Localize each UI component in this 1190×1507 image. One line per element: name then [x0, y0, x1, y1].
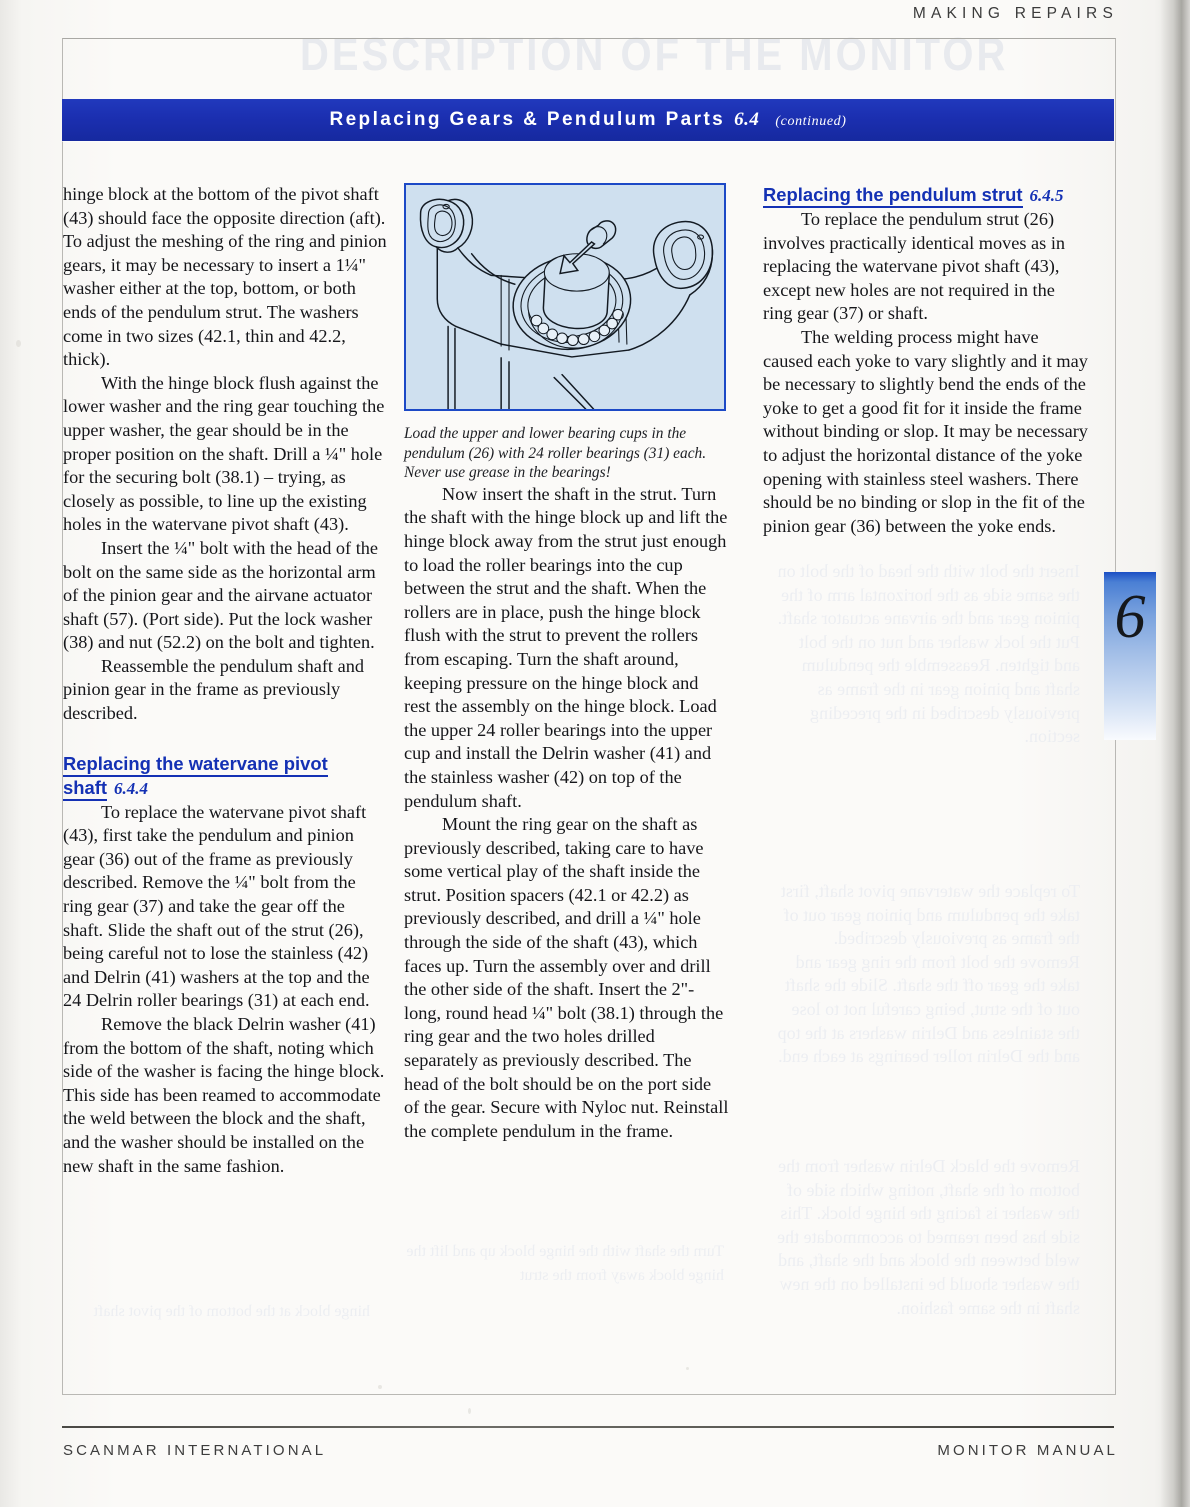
subsection-heading-number: 6.4.4: [113, 778, 148, 798]
pendulum-yoke-bearing-illustration: [404, 183, 726, 411]
subsection-heading-watervane-pivot-shaft: [63, 752, 388, 801]
paragraph: Mount the ring gear on the shaft as previously described, taking care to have some vertical play of the shaft inside the strut. Position spacers (42.1 or 42.2) as previously described, and drill a ¼" hole through the side of the shaft (43), which faces up. Turn the assembly over and drill the other side of the shaft. Insert the 2"-long, round head ¼" bolt (38.1) through the ring gear and the two holes drilled separately as previously described. The head of the bolt should be on the port side of the gear. Secure with Nyloc nut. Reinstall the complete pendulum in the frame.: [404, 814, 729, 1141]
section-banner: [62, 99, 1114, 141]
paragraph: Insert the ¼" bolt with the head of the bolt on the same side as the horizontal arm of the pinion gear and the airvane actuator shaft (57). (Port side). Put the lock washer (38) and nut (52.2) on the bolt and tighten.: [63, 537, 379, 653]
scan-speck: [468, 1408, 471, 1414]
section-banner-continued: (continued): [775, 114, 847, 129]
paragraph: To replace the pendulum strut (26) involves practically identical moves as in replacing the watervane pivot shaft (43), except new holes are not required in the ring gear (37) or shaft.: [763, 209, 1066, 324]
section-banner-text: [62, 109, 1114, 131]
scan-speck: [16, 340, 21, 347]
section-banner-title: Replacing Gears & Pendulum Parts: [329, 109, 726, 130]
footer-right-text: MONITOR MANUAL: [937, 1442, 1118, 1459]
bleed-through-title: DESCRIPTION OF THE MONITOR: [300, 29, 1009, 81]
scan-speck: [378, 1385, 382, 1389]
footer-left-text: SCANMAR INTERNATIONAL: [63, 1442, 327, 1459]
illustration-svg: [406, 185, 724, 409]
show-through-text-block: Remove the black Delrin washer from the bottom of the shaft, noting which side of the washer is facing the hinge block. This side has been reamed to accommodate the weld between the block and the shaft, and the washer should be installed on the new shaft in the same fashion.: [777, 1156, 1080, 1318]
section-banner-number: 6.4: [734, 109, 760, 130]
paragraph: To replace the watervane pivot shaft (43), first take the pendulum and pinion gear (36) out of the frame as previously described. Remove the ¼" bolt from the ring gear (37) and take the gear off the shaft. Slide the shaft out of the strut (26), being careful not to lose the stainless (42) and Delrin (41) washers at the top and the 24 Delrin roller bearings (31) at each end.: [63, 801, 370, 1011]
show-through-text-block: hinge block at the bottom of the pivot shaft: [93, 1303, 370, 1320]
paragraph: With the hinge block flush against the lower washer and the ring gear touching the upper washer, the gear should be in the proper position on the shaft. Drill a ¼" hole for the securing bolt (38.1) – trying, as closely as possible, to line up the existing holes in the watervane pivot shaft (43).: [63, 372, 385, 535]
paragraph: Now insert the shaft in the strut. Turn the shaft with the hinge block up and lift the hinge block away from the strut just enough to load the roller bearings into the cup between the strut and the shaft. When the rollers are in place, push the hinge block flush with the strut to prevent the rollers from escaping. Turn the shaft around, keeping pressure on the hinge block and rest the assembly on the hinge block. Load the upper 24 roller bearings into the upper cup and install the Delrin washer (41) and the stainless washer (42) on top of the pendulum shaft.: [404, 483, 728, 811]
show-through-text-block: Insert the bolt with the head of the bolt on the same side as the horizontal arm of the pinion gear and the airvane actuator shaft. Put the lock washer and nut on the bolt and tighten. Reassemble the pendulum shaft and pinion gear in the frame as previously described in the preceding section.: [777, 561, 1080, 747]
paragraph: hinge block at the bottom of the pivot shaft (43) should face the opposite direction (aft). To adjust the meshing of the ring and pinion gears, it may be necessary to insert a 1¼" washer either at the top, bottom, or both ends of the pendulum strut. The washers come in two sizes (42.1, thin and 42.2, thick).: [63, 184, 387, 370]
subsection-heading-text: Replacing the pendulum strut: [763, 184, 1023, 208]
subsection-heading-pendulum-strut: [763, 183, 1088, 208]
paragraph: Reassemble the pendulum shaft and pinion gear in the frame as previously described.: [63, 655, 364, 724]
scan-speck: [686, 1367, 689, 1370]
text-column-1: [63, 183, 388, 1178]
paragraph: The welding process might have caused each yoke to vary slightly and it may be necessary to slightly bend the ends of the yoke to get a good fit for it inside the frame without binding or slop. It may be necessary to adjust the horizontal distance of the yoke opening with stainless steel washers. There should be no binding or slop in the fit of the pinion gear (36) between the yoke ends.: [763, 326, 1088, 536]
paragraph: Remove the black Delrin washer (41) from the bottom of the shaft, noting which side of the washer is facing the hinge block. This side has been reamed to accommodate the weld between the block and the shaft, and the washer should be installed on the new shaft in the same fashion.: [63, 1014, 385, 1176]
running-head: MAKING REPAIRS: [912, 5, 1118, 22]
chapter-tab-number: 6: [1114, 583, 1146, 651]
show-through-text-block: Turn the shaft with the hinge block up and lift the hinge block away from the strut: [406, 1243, 724, 1284]
footer-rule: [62, 1426, 1114, 1428]
subsection-heading-number: 6.4.5: [1029, 186, 1064, 205]
figure-caption: Load the upper and lower bearing cups in the pendulum (26) with 24 roller bearings (31) each. Never use grease in the bearings!: [404, 425, 707, 482]
subsection-heading-text: Replacing the watervane pivot shaft: [63, 753, 328, 801]
chapter-tab: [1104, 572, 1156, 740]
show-through-text-block: To replace the watervane pivot shaft, first take the pendulum and pinion gear out of the frame as previously described. Remove the bolt from the ring gear and take the gear off the shaft. Slide the shaft out of the strut, being careful not to lose the stainless and Delrin washers at the top and the Delrin roller bearings at each end.: [777, 881, 1080, 1067]
text-column-2: [404, 183, 729, 1143]
text-column-3: [763, 183, 1088, 538]
